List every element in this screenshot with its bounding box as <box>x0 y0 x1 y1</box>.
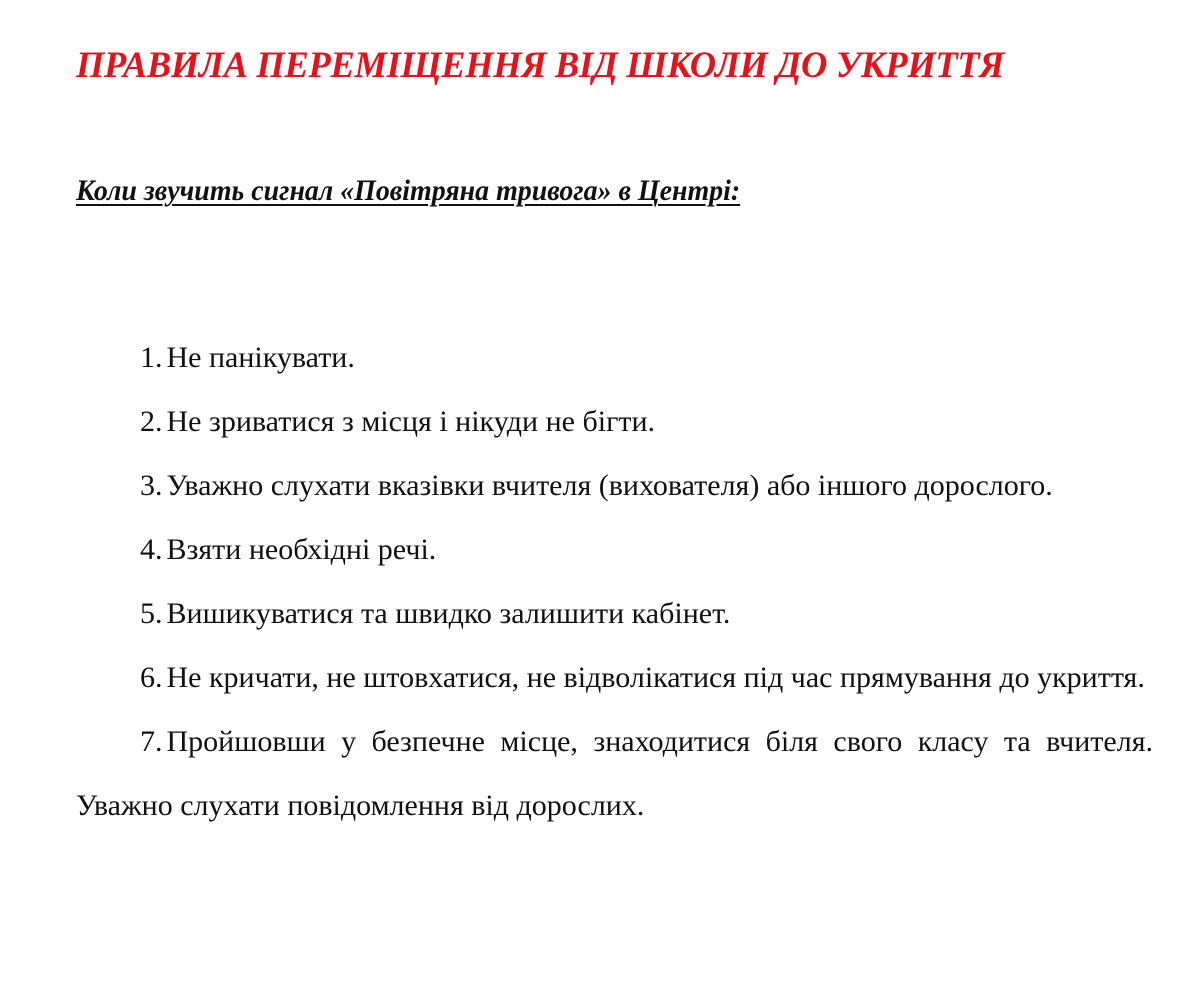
rule-text: Взяти необхідні речі. <box>166 533 437 566</box>
rule-number: 6. <box>140 661 163 694</box>
rule-item-7 <box>76 710 1153 838</box>
rule-text: Вишикуватися та швидко залишити кабінет. <box>166 597 731 630</box>
rule-number: 3. <box>140 469 163 502</box>
rule-number: 1. <box>140 341 163 374</box>
rule-number: 7. <box>140 725 163 758</box>
rule-item-2 <box>76 390 1153 454</box>
rule-text: Не зриватися з місця і нікуди не бігти. <box>166 405 656 438</box>
rule-number: 2. <box>140 405 163 438</box>
rule-text: Уважно слухати вказівки вчителя (вихователя) або іншого дорослого. <box>166 469 1053 502</box>
rule-text: Не кричати, не штовхатися, не відволікатися під час прямування до укриття. <box>166 661 1145 694</box>
rule-item-6 <box>76 646 1153 710</box>
rule-text: Пройшовши у безпечне місце, знаходитися біля свого класу та вчителя. Уважно слухати повідомлення від дорослих. <box>76 725 1153 822</box>
rule-number: 4. <box>140 533 163 566</box>
document-title: ПРАВИЛА ПЕРЕМІЩЕННЯ ВІД ШКОЛИ ДО УКРИТТЯ <box>76 45 1005 86</box>
section-heading: Коли звучить сигнал «Повітряна тривога» в Центрі: <box>76 174 741 207</box>
rule-number: 5. <box>140 597 163 630</box>
rule-item-3 <box>76 454 1153 518</box>
rules-list <box>76 326 1153 838</box>
rule-item-5 <box>76 582 1153 646</box>
rule-text: Не панікувати. <box>166 341 355 374</box>
rule-item-4 <box>76 518 1153 582</box>
rule-item-1 <box>76 326 1153 390</box>
